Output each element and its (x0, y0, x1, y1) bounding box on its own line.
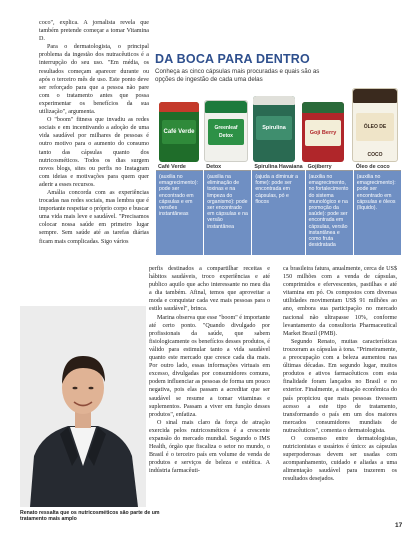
left-column-text (39, 19, 149, 246)
paragraph: O "boom" fitness que invadiu as redes sociais e em incentivando a adoção de uma vida saudável por milhares de pessoas é outro motivo para o aumento do consumo tanto das cápsulas quanto dos nutricosméticos. Todos os dias surgem novos blogs, sites ou perfis no Instagram com ideias e motivações para quem quer aderir a esses recursos. (39, 117, 149, 188)
paragraph: perfis destinados a compartilhar receitas e hábitos saudáveis, troco experiências e até publico aquilo que acho interessante no meu dia a dia também. Afinal, temos que aproveitar a moda e conquistar cada vez mais pessoas para o estilo saudável", brinca. (149, 266, 270, 313)
package-label: ÓLEO DE COCO (356, 113, 394, 141)
oleo-de-coco-bottle-image (352, 88, 398, 162)
page-number: 17 (395, 522, 403, 529)
box-subtitle: Conheça as cinco cápsulas mais procuradas e quais são as opções de ingestão de cada uma delas (155, 68, 320, 83)
right-column-text (283, 265, 397, 484)
paragraph: Amália concorda com as experiências trocadas nas redes sociais, mas lembra que é importante respeitar o próprio corpo e buscar uma vida mais leve e saudável. "Precisamos colocar nossa saúde em primeiro lugar sempre. Sem saúde até as tarefas diárias ficam mais complicadas. Sigo vários (39, 189, 149, 245)
product-column (354, 163, 401, 255)
package-label: Café Verde (162, 120, 196, 144)
package-label: Greenleaf Detox (208, 119, 244, 145)
gojiberry-bottle-image (302, 102, 344, 162)
product-column (156, 163, 203, 255)
spirulina-bottle-image (253, 96, 295, 162)
package-label: Spirulina (256, 116, 292, 140)
product-description: (auxilia no emagrecimento, no fortalecimento do sistema imunológico e na promoção da saúde): pode ser encontrada em cápsulas, versão instantânea e como fruta desidratada (306, 171, 353, 255)
product-name: Detox (204, 163, 251, 171)
sidebar-box-header (155, 52, 400, 84)
package-label: Goji Berry (305, 120, 341, 146)
portrait-photo (20, 306, 146, 507)
product-description: (ajuda a diminuir a fome): pode ser encontrada em cápsulas, pó e flocos (252, 171, 304, 255)
product-column (252, 163, 304, 255)
paragraph: O sinal mais claro da força de atração exercida pelos nutricosméticos é a crescente expansão do mercado mundial. Segundo o IMS Health, órgão que fiscaliza o setor no mundo, o Brasil é o terceiro país em volume de venda de produtos e serviços de beleza e estética. A indústria farmacêuti- (149, 419, 270, 475)
product-column (204, 163, 251, 255)
detox-bottle-image (204, 100, 248, 162)
middle-column-text (149, 265, 270, 475)
product-name: Spirulina Havaiana (254, 164, 303, 170)
product-name: Óleo de coco (354, 163, 401, 171)
product-name: Gojiberry (306, 163, 353, 171)
paragraph: ca brasileira fatura, anualmente, cerca de US$ 150 milhões com a venda de cápsulas, comprimidos e efervescentes, pastilhas e até vitamina em pó. Os compostos com diversas utilidades movimentam US$ 91 milhões ao ano, embora sua participação no mercado nacional não ultrapasse 10%, conforme levantamento da consultoria Pharmaceutical Market Brazil (PMB). (283, 266, 397, 337)
paragraph: Para o dermatologista, o principal problema da ingestão dos nutracêuticos é a interrupção do seu uso. "Em média, os resultados começam aparecer durante ou após o terceiro mês de uso. Este ponto deve ser reforçado para que a pessoa não pare com o tratamento antes que possa experimentar os benefícios da sua utilização", argumenta. (39, 44, 149, 116)
box-title: DA BOCA PARA DENTRO (155, 52, 310, 66)
paragraph: Segundo Renato, muitas características trouxeram as cápsulas à tona. "Primeiramente, a preocupação com a beleza aumentou nas últimas décadas. Em segundo lugar, muitos produtos e ativos farmacêuticos com esta finalidade foram lançados no Brasil e no exterior. Finalmente, a situação econômica do país propiciou que mais pessoas tivessem acesso a este tipo de tratamento, transformando o país em um dos maiores mercados consumidores mundiais de nutracêuticos", comenta o dermatologista. (283, 338, 397, 434)
photo-caption: Renato ressalta que os nutricosméticos são parte de um tratamento mais amplo (20, 510, 160, 523)
cafe-verde-bottle-image (159, 102, 199, 162)
man-portrait-image (20, 306, 146, 507)
paragraph: coco", explica. A jornalista revela que também pretende começar a tomar Vitamina D. (39, 20, 149, 43)
product-name: Café Verde (156, 163, 203, 171)
paragraph: Marina observa que esse "boom" é importante até certo ponto. "Quando divulgado por profissionais da saúde, que sabem fisiologicamente os benefícios desses produtos, é válido para estimular tanto a vida saudável quanto este mercado que cresce cada dia mais. Por outro lado, essas informações virtuais em excesso, divulgadas por consumidores comuns, podem influenciar as pessoas de forma um pouco negativa, pois elas passam a acreditar que ser saudável se resume a tomar vitaminas e suplementos. Passam a viver em função desses produtos", enfatiza. (149, 314, 270, 418)
product-column (306, 163, 353, 255)
paragraph: O consenso entre dermatologistas, nutricionistas e usuários é único: as cápsulas superpoderosas devem ser usadas com acompanhamento, cuidado e aliadas a uma alimentação saudável para trazerem os resultados desejados. (283, 435, 397, 483)
product-description: (auxilia no emagrecimento): pode ser encontrado em cápsulas e em versões instantâneas (156, 171, 203, 255)
product-table (156, 163, 401, 255)
product-description: (auxilia na eliminação de toxinas e na limpeza do organismo): pode ser encontrado em cápsulas e na versão instantânea (204, 171, 251, 255)
product-images (156, 84, 401, 162)
product-description: (auxilia no emagrecimento): pode ser encontrado em cápsulas e óleos (líquido). (354, 171, 401, 255)
